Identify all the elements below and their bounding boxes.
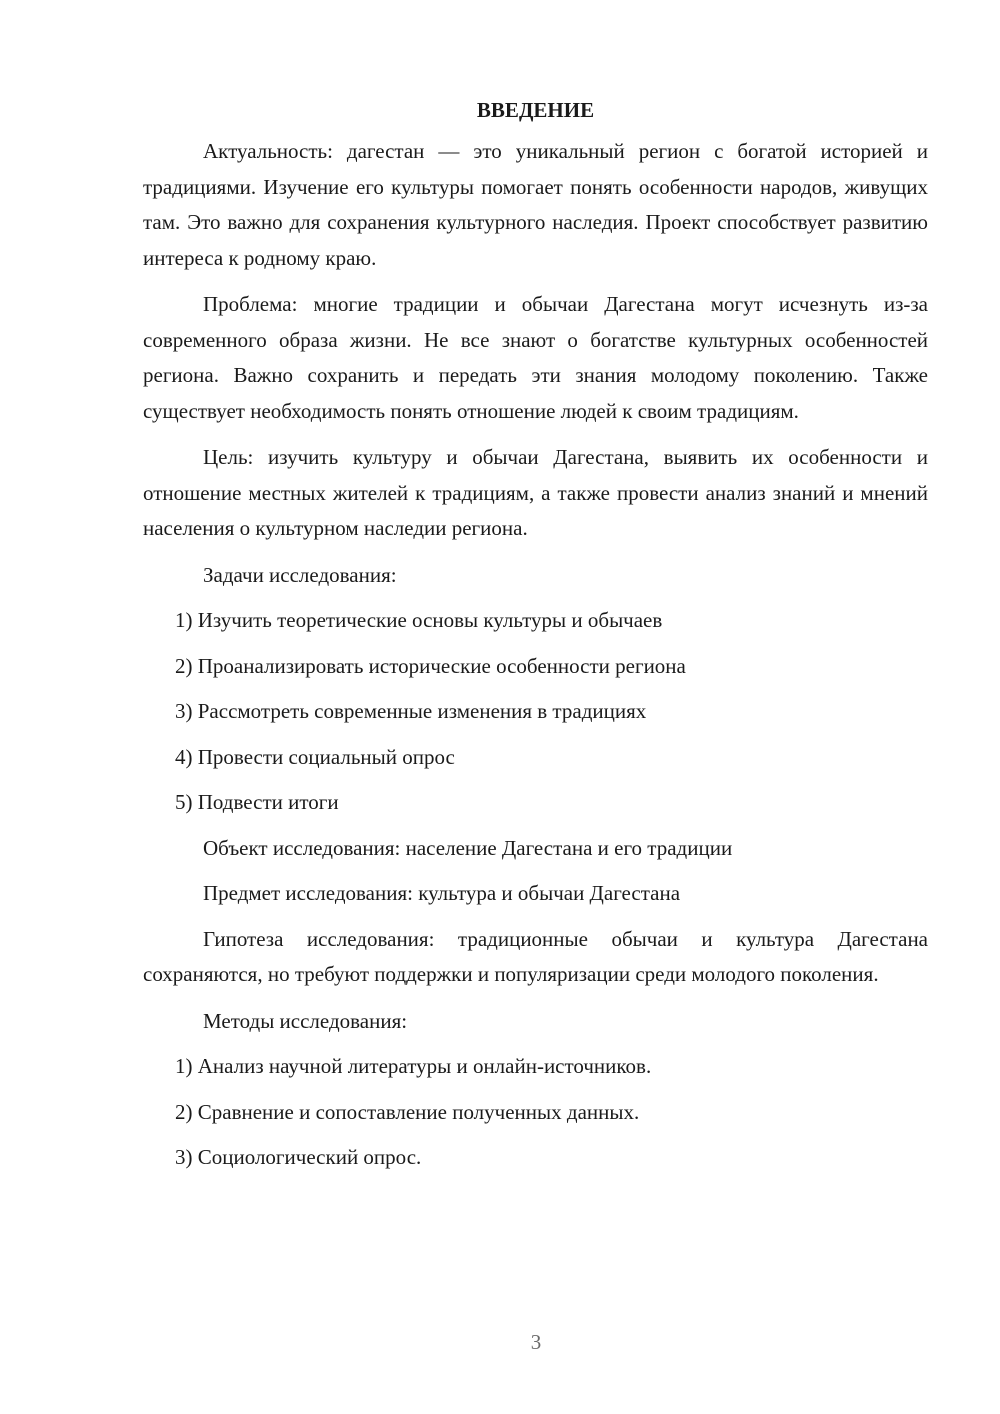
section-title: ВВЕДЕНИЕ [476,98,595,122]
task-item: 1) Изучить теоретические основы культуры и обычаев [175,608,663,632]
page-number: 3 [530,1330,542,1354]
task-item: 3) Рассмотреть современные изменения в традициях [175,699,647,723]
method-item: 1) Анализ научной литературы и онлайн-источников. [175,1054,652,1078]
task-item: 2) Проанализировать исторические особенности региона [175,653,686,678]
method-item: 2) Сравнение и сопоставление полученных данных. [175,1099,640,1124]
problem-paragraph: Проблема: многие традиции и обычаи Дагестана могут исчезнуть из-за современного образа жизни. Не все знают о богатстве культурных особенностей региона. Важно сохранить и передать эти знания молодому поколению. Также существует необходимость понять отношение людей к своим традициям. [143,292,928,423]
research-subject: Предмет исследования: культура и обычаи Дагестана [203,881,681,905]
research-object: Объект исследования: население Дагестана и его традиции [203,835,733,860]
document-page [143,92,928,1186]
goal-paragraph: Цель: изучить культуру и обычаи Дагестана, выявить их особенности и отношение местных жителей к традициям, а также провести анализ знаний и мнений населения о культурном наследии региона. [143,445,928,540]
hypothesis-paragraph: Гипотеза исследования: традиционные обычаи и культура Дагестана сохраняются, но требуют поддержки и популяризации среди молодого поколения. [143,926,928,986]
methods-heading: Методы исследования: [203,1008,408,1033]
method-item: 3) Социологический опрос. [175,1145,422,1169]
actuality-paragraph: Актуальность: дагестан — это уникальный регион с богатой историей и традициями. Изучение его культуры помогает понять особенности народов, живущих там. Это важно для сохранения культурного наследия. Проект способствует развитию интереса к родному краю. [143,139,928,270]
task-item: 4) Провести социальный опрос [175,744,455,769]
tasks-heading: Задачи исследования: [203,562,397,587]
task-item: 5) Подвести итоги [175,790,339,814]
